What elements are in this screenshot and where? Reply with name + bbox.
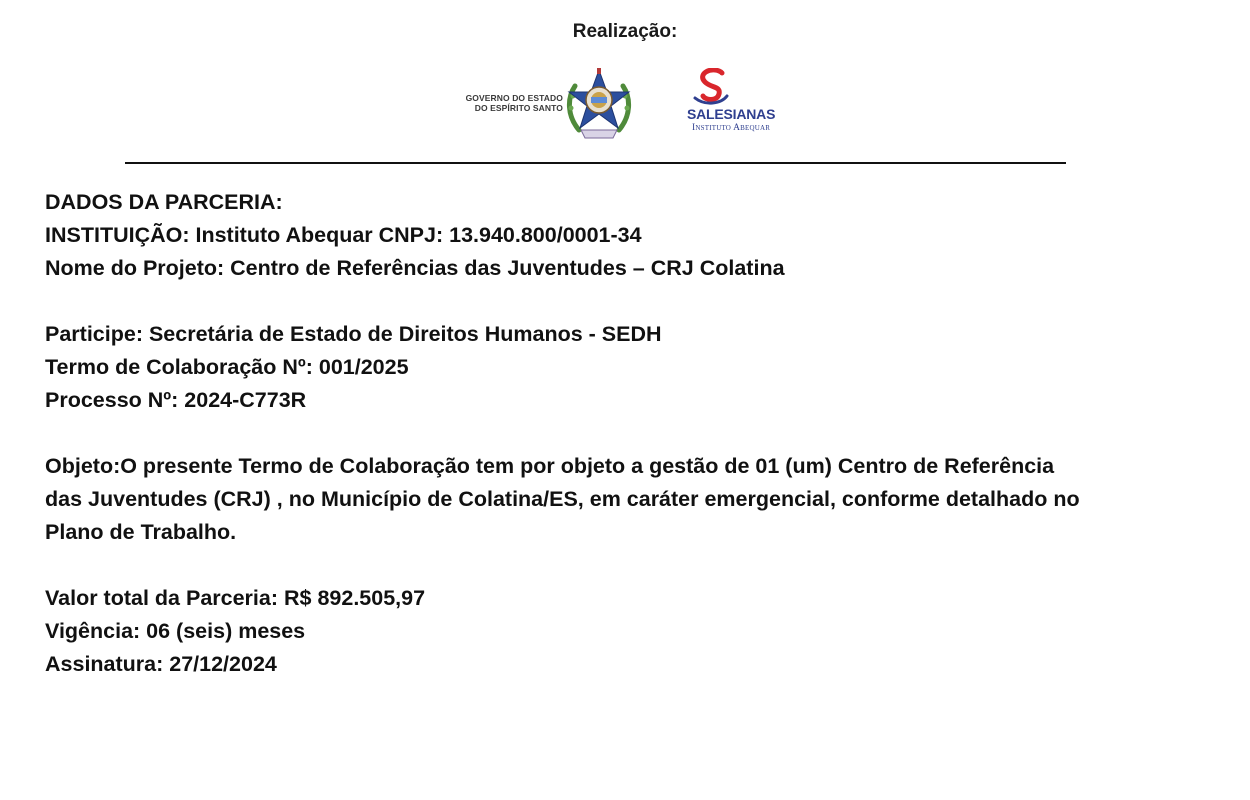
processo-line: Processo Nº: 2024-C773R [45,388,307,412]
termo-line: Termo de Colaboração Nº: 001/2025 [45,355,409,379]
spacer [45,285,1225,318]
governo-es-line-1: GOVERNO DO ESTADO [465,93,563,103]
partner-logos [455,66,785,142]
salesianas-subtitle: Instituto Abequar [692,123,771,133]
coat-of-arms-icon [565,68,633,140]
parceria-details [45,186,1225,681]
governo-es-logo-text [457,93,563,113]
objeto-line-2: das Juventudes (CRJ) , no Município de Colatina/ES, em caráter emergencial, conforme detalhado no [45,487,1080,511]
vigencia-line: Vigência: 06 (seis) meses [45,619,306,643]
governo-es-line-2: DO ESPÍRITO SANTO [474,103,563,113]
salesianas-logo-icon [691,68,731,106]
assinatura-line: Assinatura: 27/12/2024 [45,652,277,676]
header-divider [125,162,1066,164]
participe-line: Participe: Secretária de Estado de Direitos Humanos - SEDH [45,322,662,346]
valor-total-line: Valor total da Parceria: R$ 892.505,97 [45,586,426,610]
section-heading: DADOS DA PARCERIA: [45,190,283,214]
objeto-line-3: Plano de Trabalho. [45,520,237,544]
instituicao-line: INSTITUIÇÃO: Instituto Abequar CNPJ: 13.940.800/0001-34 [45,223,642,247]
objeto-line-1: Objeto:O presente Termo de Colaboração tem por objeto a gestão de 01 (um) Centro de Referência [45,454,1055,478]
salesianas-name: SALESIANAS [687,106,776,122]
nome-projeto-line: Nome do Projeto: Centro de Referências das Juventudes – CRJ Colatina [45,256,785,280]
spacer [45,417,1225,450]
realizacao-label: Realização: [572,21,678,42]
spacer [45,549,1225,582]
